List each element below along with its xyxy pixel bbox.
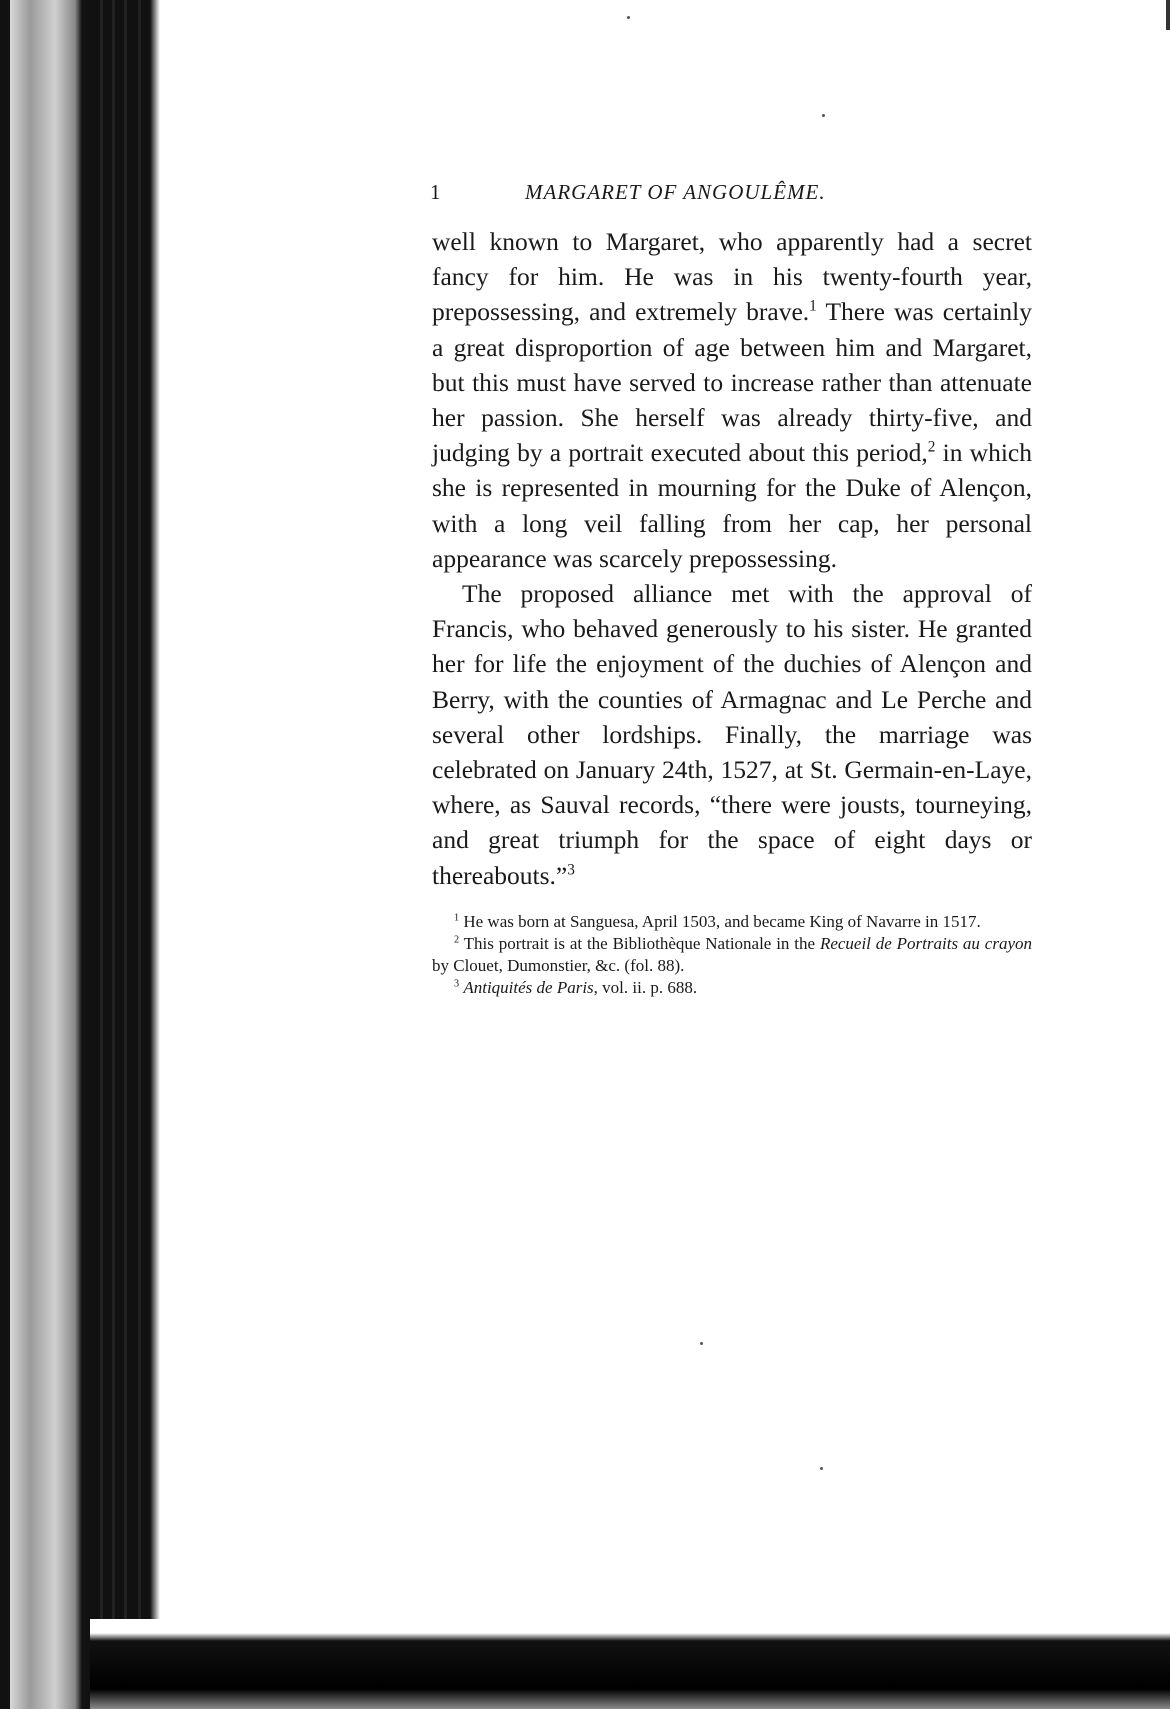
spine-line bbox=[112, 0, 115, 1709]
book-page bbox=[432, 180, 1032, 999]
footnotes bbox=[432, 911, 1032, 999]
scan-speck bbox=[700, 1342, 703, 1345]
paragraph-2-text: The proposed alliance met with the approval of Francis, who behaved generously to his sister. He granted her for life the enjoyment of the duchies of Alençon and Berry, with the counties of Armagnac and Le Perche and several other lordships. Finally, the marriage was celebrated on January 24th, 1527, at St. Germain-en-Laye, where, as Sauval records, “there were jousts, tourneying, and great triumph for the space of eight days or thereabouts.” bbox=[432, 579, 1032, 890]
spine-line bbox=[124, 0, 127, 1709]
page-number: 1 bbox=[430, 180, 442, 204]
paragraph-1-text: well known to Margaret, who apparently had a secret fancy for him. He was in his twenty-fourth year, prepossessing, and extremely brave. bbox=[432, 227, 1032, 327]
paragraph-1 bbox=[432, 224, 1032, 576]
footnote-1 bbox=[432, 911, 1032, 933]
footnote-1-text: He was born at Sanguesa, April 1503, and became King of Navarre in 1517. bbox=[463, 911, 981, 931]
footnote-3-italic-title: Antiquités de Paris bbox=[463, 977, 594, 997]
page-header bbox=[432, 180, 1032, 224]
page-edge-mark bbox=[1166, 0, 1170, 30]
spine-line bbox=[138, 0, 141, 1709]
paragraph-1-text-b: There was certainly a great disproportion of age between him and Margaret, but this must have served to increase rather than attenuate her passion. She herself was already thirty-five, and judging by a portrait executed about this period, bbox=[432, 297, 1032, 468]
book-spine-shadow bbox=[0, 0, 160, 1709]
spine-line bbox=[100, 0, 103, 1709]
footnote-2-mark: 2 bbox=[454, 934, 460, 946]
footnote-2-text-a: This portrait is at the Bibliothèque Nationale in the bbox=[463, 933, 820, 953]
running-title: MARGARET OF ANGOULÊME. bbox=[525, 180, 826, 204]
footnote-3-mark: 3 bbox=[454, 978, 460, 990]
footnote-3-text-b: , vol. ii. p. 688. bbox=[593, 977, 698, 997]
footnote-2-text-b: by Clouet, Dumonstier, &c. (fol. 88). bbox=[432, 955, 685, 975]
paragraph-2 bbox=[432, 576, 1032, 893]
footnote-3 bbox=[432, 977, 1032, 999]
footnote-ref-2: 2 bbox=[927, 438, 936, 456]
footnote-2 bbox=[432, 933, 1032, 977]
scan-speck bbox=[627, 16, 630, 19]
footnote-1-mark: 1 bbox=[454, 912, 460, 924]
paragraph-1-text-c: in which she is represented in mourning for the Duke of Alençon, with a long veil falling from her cap, her personal appearance was scarcely prepossessing. bbox=[432, 438, 1032, 573]
footnote-ref-1: 1 bbox=[809, 297, 817, 315]
scan-speck bbox=[822, 114, 825, 117]
scan-speck bbox=[820, 1467, 823, 1470]
footnote-ref-3: 3 bbox=[567, 861, 575, 879]
footnote-2-italic-title: Recueil de Portraits au crayon bbox=[819, 933, 1032, 953]
page-bottom-shadow bbox=[90, 1619, 1170, 1709]
